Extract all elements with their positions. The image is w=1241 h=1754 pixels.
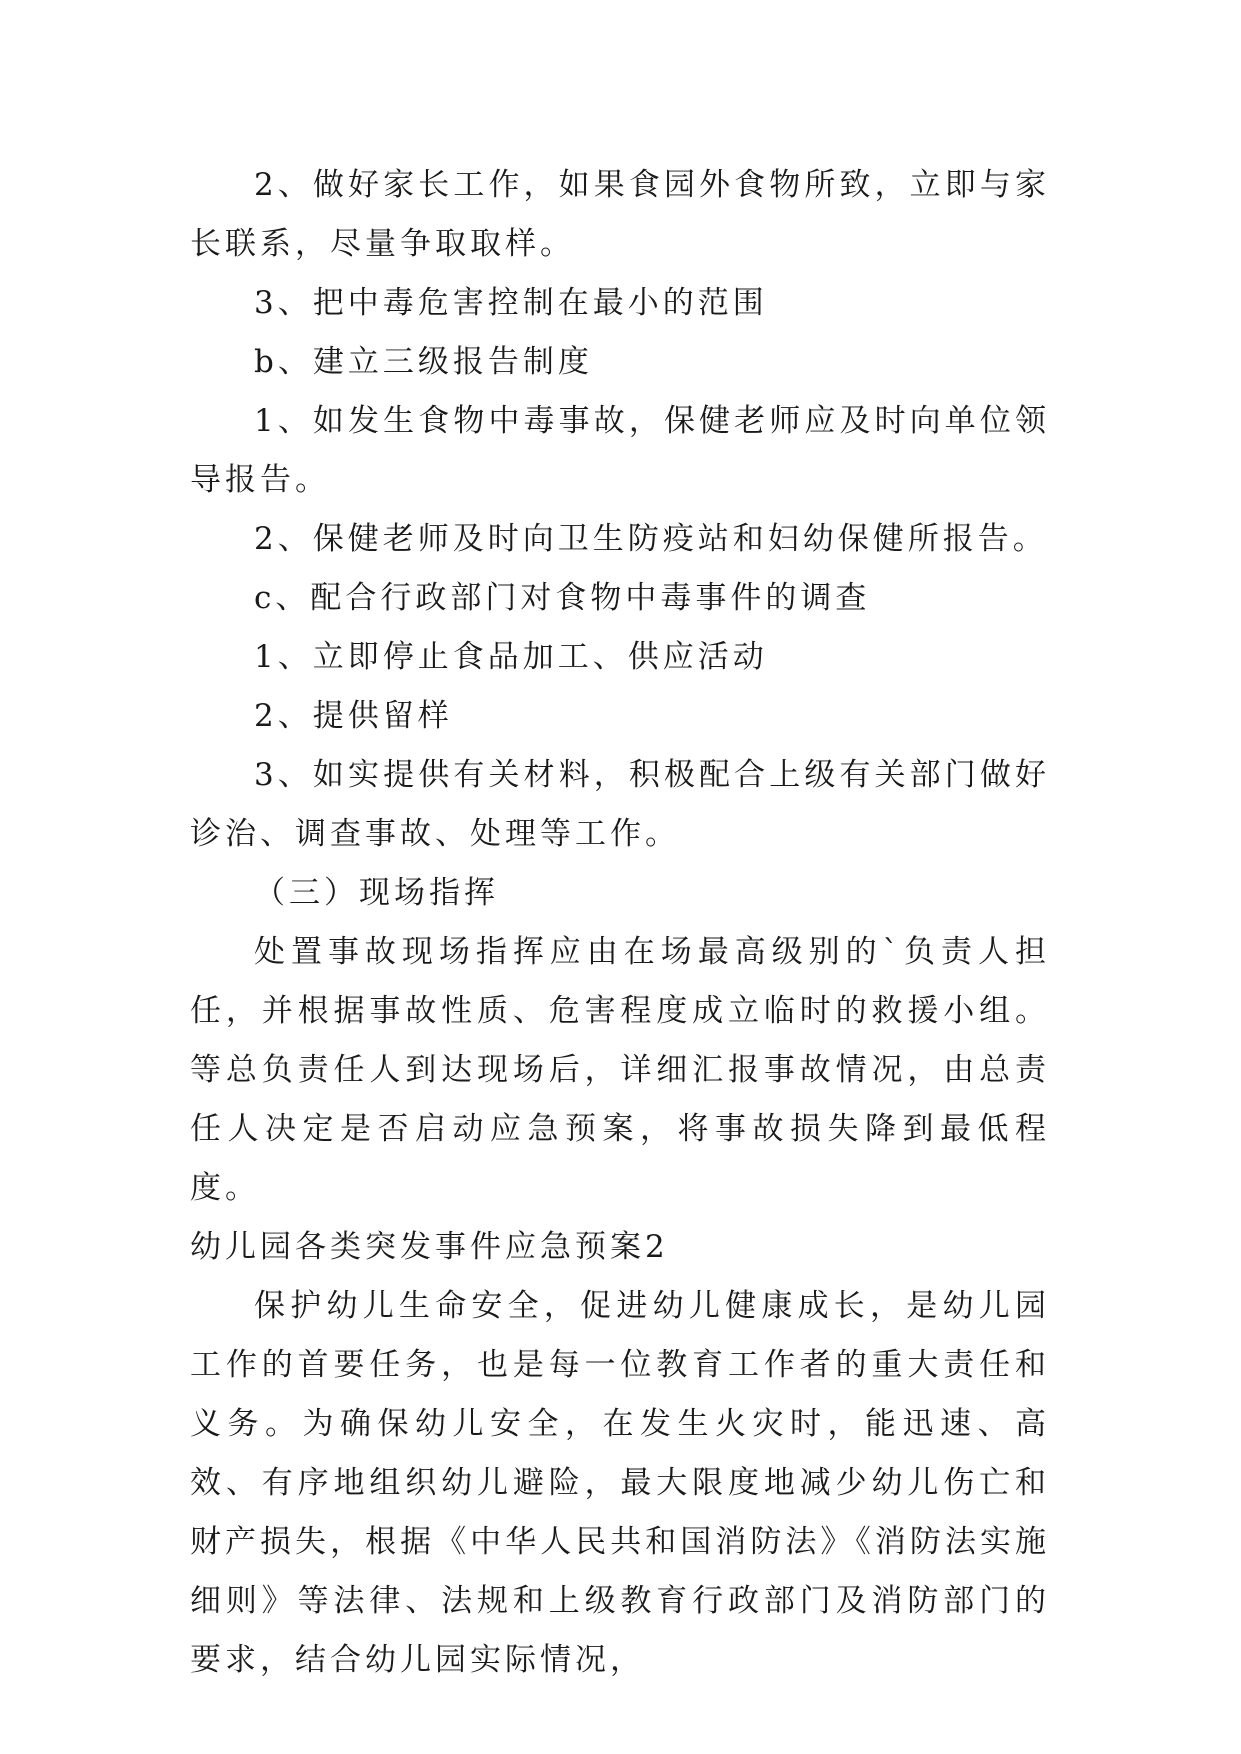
section-title-plan-2: 幼儿园各类突发事件应急预案2 (190, 1229, 669, 1265)
document-body (190, 156, 1050, 1690)
paragraph-parent-work: 2、做好家长工作，如果食园外食物所致，立即与家长联系，尽量争取取样。 (190, 167, 1050, 262)
paragraph-report-station: 2、保健老师及时向卫生防疫站和妇幼保健所报告。 (254, 521, 1048, 557)
paragraph-report-leader: 1、如发生食物中毒事故，保健老师应及时向单位领导报告。 (190, 403, 1050, 498)
paragraph-plan-2-intro: 保护幼儿生命安全，促进幼儿健康成长，是幼儿园工作的首要任务，也是每一位教育工作者的重大责任和义务。为确保幼儿安全，在发生火灾时，能迅速、高效、有序地组织幼儿避险，最大限度地减少幼儿伤亡和财产损失，根据《中华人民共和国消防法》《消防法实施细则》等法律、法规和上级教育行政部门及消防部门的要求，结合幼儿园实际情况， (190, 1288, 1050, 1678)
subheading-report-system: b、建立三级报告制度 (254, 344, 593, 380)
heading-onsite-command: （三）现场指挥 (254, 875, 499, 911)
paragraph-control-scope: 3、把中毒危害控制在最小的范围 (254, 285, 768, 321)
subheading-cooperate-investigation: c、配合行政部门对食物中毒事件的调查 (254, 580, 871, 616)
paragraph-stop-processing: 1、立即停止食品加工、供应活动 (254, 639, 768, 675)
paragraph-provide-samples: 2、提供留样 (254, 698, 453, 734)
paragraph-onsite-command: 处置事故现场指挥应由在场最高级别的`负责人担任，并根据事故性质、危害程度成立临时的救援小组。等总负责任人到达现场后，详细汇报事故情况，由总责任人决定是否启动应急预案，将事故损失降到最低程度。 (190, 934, 1050, 1206)
paragraph-provide-materials: 3、如实提供有关材料，积极配合上级有关部门做好诊治、调查事故、处理等工作。 (190, 757, 1050, 852)
